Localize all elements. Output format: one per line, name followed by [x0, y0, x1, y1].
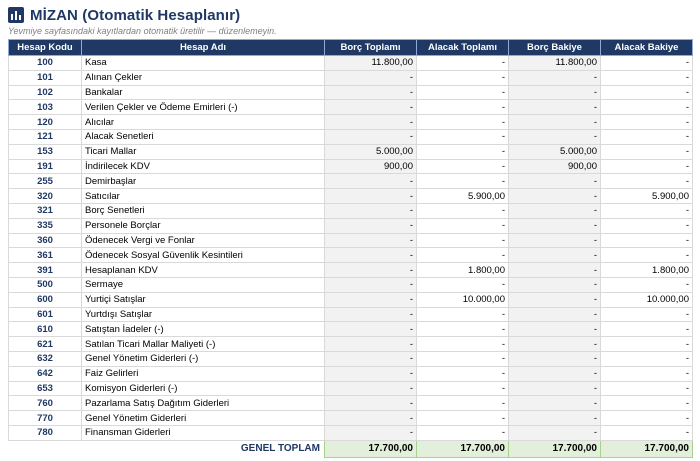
- cell-alacak-bakiye[interactable]: -: [601, 144, 693, 159]
- table-row: [9, 85, 693, 100]
- table-row: [9, 174, 693, 189]
- cell-hesap-adi[interactable]: Borç Senetleri: [82, 203, 325, 218]
- cell-alacak-bakiye[interactable]: -: [601, 396, 693, 411]
- column-header-alacak-toplami[interactable]: Alacak Toplamı: [417, 40, 509, 56]
- column-header-borc-bakiye[interactable]: Borç Bakiye: [509, 40, 601, 56]
- cell-alacak-toplami[interactable]: -: [417, 381, 509, 396]
- table-row: [9, 366, 693, 381]
- table-row: [9, 263, 693, 278]
- cell-hesap-kodu[interactable]: 320: [9, 189, 82, 204]
- cell-hesap-adi[interactable]: İndirilecek KDV: [82, 159, 325, 174]
- cell-borc-bakiye[interactable]: -: [509, 189, 601, 204]
- cell-alacak-bakiye[interactable]: 5.900,00: [601, 189, 693, 204]
- table-row: [9, 307, 693, 322]
- table-row: [9, 218, 693, 233]
- cell-hesap-kodu[interactable]: 321: [9, 203, 82, 218]
- cell-hesap-kodu[interactable]: 121: [9, 129, 82, 144]
- table-row: [9, 159, 693, 174]
- cell-hesap-adi[interactable]: Personele Borçlar: [82, 218, 325, 233]
- cell-hesap-adi[interactable]: Bankalar: [82, 85, 325, 100]
- cell-alacak-toplami[interactable]: -: [417, 85, 509, 100]
- cell-borc-toplami[interactable]: -: [325, 277, 417, 292]
- grand-total-borc-bakiye[interactable]: 17.700,00: [509, 440, 601, 457]
- cell-hesap-kodu[interactable]: 610: [9, 322, 82, 337]
- cell-hesap-kodu[interactable]: 101: [9, 70, 82, 85]
- cell-alacak-toplami[interactable]: -: [417, 233, 509, 248]
- cell-alacak-toplami[interactable]: -: [417, 277, 509, 292]
- cell-borc-toplami[interactable]: -: [325, 322, 417, 337]
- cell-alacak-toplami[interactable]: -: [417, 337, 509, 352]
- cell-borc-toplami[interactable]: -: [325, 337, 417, 352]
- cell-hesap-adi[interactable]: Finansman Giderleri: [82, 425, 325, 440]
- cell-borc-bakiye[interactable]: 11.800,00: [509, 56, 601, 71]
- cell-borc-bakiye[interactable]: 900,00: [509, 159, 601, 174]
- table-row: [9, 351, 693, 366]
- cell-alacak-toplami[interactable]: -: [417, 174, 509, 189]
- cell-borc-bakiye[interactable]: -: [509, 100, 601, 115]
- cell-alacak-toplami[interactable]: -: [417, 115, 509, 130]
- cell-alacak-bakiye[interactable]: -: [601, 218, 693, 233]
- cell-alacak-bakiye[interactable]: -: [601, 381, 693, 396]
- cell-alacak-toplami[interactable]: -: [417, 144, 509, 159]
- cell-alacak-bakiye[interactable]: -: [601, 85, 693, 100]
- cell-hesap-adi[interactable]: Demirbaşlar: [82, 174, 325, 189]
- cell-hesap-kodu[interactable]: 255: [9, 174, 82, 189]
- cell-borc-bakiye[interactable]: -: [509, 307, 601, 322]
- cell-hesap-kodu[interactable]: 780: [9, 425, 82, 440]
- cell-alacak-toplami[interactable]: -: [417, 56, 509, 71]
- table-row: [9, 189, 693, 204]
- cell-alacak-bakiye[interactable]: -: [601, 411, 693, 426]
- cell-hesap-kodu[interactable]: 335: [9, 218, 82, 233]
- cell-borc-bakiye[interactable]: -: [509, 322, 601, 337]
- cell-borc-toplami[interactable]: -: [325, 381, 417, 396]
- cell-borc-bakiye[interactable]: -: [509, 425, 601, 440]
- table-row: [9, 337, 693, 352]
- table-row: [9, 381, 693, 396]
- cell-hesap-kodu[interactable]: 760: [9, 396, 82, 411]
- grand-total-alacak[interactable]: 17.700,00: [417, 440, 509, 457]
- cell-borc-bakiye[interactable]: -: [509, 337, 601, 352]
- cell-alacak-toplami[interactable]: -: [417, 70, 509, 85]
- cell-hesap-adi[interactable]: Satıştan İadeler (-): [82, 322, 325, 337]
- grand-total-borc[interactable]: 17.700,00: [325, 440, 417, 457]
- table-row: [9, 396, 693, 411]
- cell-borc-bakiye[interactable]: -: [509, 70, 601, 85]
- column-header-hesap-adi[interactable]: Hesap Adı: [82, 40, 325, 56]
- cell-hesap-adi[interactable]: Genel Yönetim Giderleri (-): [82, 351, 325, 366]
- cell-alacak-bakiye[interactable]: -: [601, 366, 693, 381]
- table-row: [9, 100, 693, 115]
- cell-borc-bakiye[interactable]: -: [509, 203, 601, 218]
- cell-alacak-bakiye[interactable]: -: [601, 351, 693, 366]
- table-header-row: [9, 40, 693, 56]
- table-row: [9, 248, 693, 263]
- table-row: [9, 411, 693, 426]
- table-row: [9, 233, 693, 248]
- cell-alacak-toplami[interactable]: 1.800,00: [417, 263, 509, 278]
- cell-hesap-kodu[interactable]: 153: [9, 144, 82, 159]
- cell-alacak-bakiye[interactable]: -: [601, 56, 693, 71]
- title-row: [8, 5, 240, 25]
- cell-hesap-kodu[interactable]: 770: [9, 411, 82, 426]
- cell-alacak-toplami[interactable]: -: [417, 351, 509, 366]
- cell-alacak-bakiye[interactable]: -: [601, 174, 693, 189]
- cell-hesap-kodu[interactable]: 100: [9, 56, 82, 71]
- cell-hesap-adi[interactable]: Yurtiçi Satışlar: [82, 292, 325, 307]
- cell-borc-bakiye[interactable]: 5.000,00: [509, 144, 601, 159]
- cell-alacak-bakiye[interactable]: -: [601, 277, 693, 292]
- cell-alacak-bakiye[interactable]: 1.800,00: [601, 263, 693, 278]
- cell-hesap-adi[interactable]: Ticari Mallar: [82, 144, 325, 159]
- cell-alacak-toplami[interactable]: 10.000,00: [417, 292, 509, 307]
- cell-hesap-adi[interactable]: Pazarlama Satış Dağıtım Giderleri: [82, 396, 325, 411]
- column-header-borc-toplami[interactable]: Borç Toplamı: [325, 40, 417, 56]
- table-row: [9, 292, 693, 307]
- cell-alacak-toplami[interactable]: -: [417, 307, 509, 322]
- cell-alacak-bakiye[interactable]: -: [601, 100, 693, 115]
- cell-alacak-toplami[interactable]: -: [417, 218, 509, 233]
- cell-hesap-kodu[interactable]: 600: [9, 292, 82, 307]
- table-row: [9, 425, 693, 440]
- table-row: [9, 56, 693, 71]
- cell-borc-toplami[interactable]: -: [325, 85, 417, 100]
- cell-borc-bakiye[interactable]: -: [509, 248, 601, 263]
- grand-total-row: [9, 440, 693, 457]
- cell-hesap-kodu[interactable]: 360: [9, 233, 82, 248]
- table-row: [9, 277, 693, 292]
- cell-hesap-adi[interactable]: Ödenecek Vergi ve Fonlar: [82, 233, 325, 248]
- cell-alacak-bakiye[interactable]: -: [601, 425, 693, 440]
- page-subtitle: Yevmiye sayfasındaki kayıtlardan otomatik üretilir — düzenlemeyin.: [8, 26, 277, 36]
- cell-borc-bakiye[interactable]: -: [509, 174, 601, 189]
- cell-borc-toplami[interactable]: 11.800,00: [325, 56, 417, 71]
- cell-borc-toplami[interactable]: -: [325, 203, 417, 218]
- column-header-alacak-bakiye[interactable]: Alacak Bakiye: [601, 40, 693, 56]
- cell-hesap-adi[interactable]: Verilen Çekler ve Ödeme Emirleri (-): [82, 100, 325, 115]
- cell-alacak-toplami[interactable]: 5.900,00: [417, 189, 509, 204]
- page-title: MİZAN (Otomatik Hesaplanır): [30, 6, 241, 24]
- cell-hesap-kodu[interactable]: 632: [9, 351, 82, 366]
- cell-alacak-toplami[interactable]: -: [417, 203, 509, 218]
- cell-borc-bakiye[interactable]: -: [509, 277, 601, 292]
- cell-borc-bakiye[interactable]: -: [509, 351, 601, 366]
- cell-hesap-kodu[interactable]: 653: [9, 381, 82, 396]
- cell-hesap-adi[interactable]: Komisyon Giderleri (-): [82, 381, 325, 396]
- cell-alacak-bakiye[interactable]: -: [601, 337, 693, 352]
- cell-hesap-kodu[interactable]: 642: [9, 366, 82, 381]
- cell-alacak-bakiye[interactable]: -: [601, 322, 693, 337]
- cell-borc-bakiye[interactable]: -: [509, 85, 601, 100]
- cell-borc-bakiye[interactable]: -: [509, 218, 601, 233]
- grand-total-label: GENEL TOPLAM: [240, 443, 320, 455]
- cell-alacak-bakiye[interactable]: 10.000,00: [601, 292, 693, 307]
- cell-hesap-adi[interactable]: Satılan Ticari Mallar Maliyeti (-): [82, 337, 325, 352]
- table-row: [9, 203, 693, 218]
- cell-borc-bakiye[interactable]: -: [509, 263, 601, 278]
- cell-hesap-kodu[interactable]: 102: [9, 85, 82, 100]
- cell-hesap-kodu[interactable]: 103: [9, 100, 82, 115]
- cell-alacak-bakiye[interactable]: -: [601, 203, 693, 218]
- table-row: [9, 144, 693, 159]
- cell-borc-toplami[interactable]: -: [325, 129, 417, 144]
- grand-total-alacak-bakiye[interactable]: 17.700,00: [601, 440, 693, 457]
- cell-alacak-toplami[interactable]: -: [417, 100, 509, 115]
- table-row: [9, 70, 693, 85]
- cell-borc-bakiye[interactable]: -: [509, 411, 601, 426]
- table-row: [9, 115, 693, 130]
- column-header-hesap-kodu[interactable]: Hesap Kodu: [9, 40, 82, 56]
- cell-borc-toplami[interactable]: -: [325, 425, 417, 440]
- trial-balance-table: [8, 39, 693, 458]
- cell-hesap-adi[interactable]: Ödenecek Sosyal Güvenlik Kesintileri: [82, 248, 325, 263]
- cell-borc-bakiye[interactable]: -: [509, 115, 601, 130]
- cell-alacak-toplami[interactable]: -: [417, 396, 509, 411]
- cell-borc-toplami[interactable]: -: [325, 396, 417, 411]
- cell-hesap-kodu[interactable]: 191: [9, 159, 82, 174]
- cell-borc-bakiye[interactable]: -: [509, 129, 601, 144]
- cell-alacak-toplami[interactable]: -: [417, 425, 509, 440]
- cell-alacak-bakiye[interactable]: -: [601, 248, 693, 263]
- cell-borc-toplami[interactable]: -: [325, 366, 417, 381]
- cell-borc-bakiye[interactable]: -: [509, 366, 601, 381]
- cell-borc-toplami[interactable]: 900,00: [325, 159, 417, 174]
- cell-borc-toplami[interactable]: -: [325, 233, 417, 248]
- cell-hesap-kodu[interactable]: 500: [9, 277, 82, 292]
- cell-borc-toplami[interactable]: -: [325, 248, 417, 263]
- table-row: [9, 322, 693, 337]
- cell-hesap-adi[interactable]: Alacak Senetleri: [82, 129, 325, 144]
- cell-borc-toplami[interactable]: -: [325, 70, 417, 85]
- cell-borc-toplami[interactable]: -: [325, 307, 417, 322]
- cell-alacak-toplami[interactable]: -: [417, 248, 509, 263]
- cell-hesap-adi[interactable]: Genel Yönetim Giderleri: [82, 411, 325, 426]
- cell-borc-toplami[interactable]: -: [325, 263, 417, 278]
- cell-borc-bakiye[interactable]: -: [509, 292, 601, 307]
- cell-borc-toplami[interactable]: -: [325, 100, 417, 115]
- cell-alacak-bakiye[interactable]: -: [601, 159, 693, 174]
- cell-alacak-bakiye[interactable]: -: [601, 115, 693, 130]
- cell-borc-toplami[interactable]: -: [325, 411, 417, 426]
- cell-hesap-adi[interactable]: Sermaye: [82, 277, 325, 292]
- cell-borc-toplami[interactable]: -: [325, 351, 417, 366]
- cell-borc-toplami[interactable]: 5.000,00: [325, 144, 417, 159]
- cell-alacak-toplami[interactable]: -: [417, 366, 509, 381]
- cell-alacak-bakiye[interactable]: -: [601, 233, 693, 248]
- cell-hesap-kodu[interactable]: 361: [9, 248, 82, 263]
- cell-hesap-adi[interactable]: Faiz Gelirleri: [82, 366, 325, 381]
- cell-borc-toplami[interactable]: -: [325, 292, 417, 307]
- cell-hesap-adi[interactable]: Hesaplanan KDV: [82, 263, 325, 278]
- cell-hesap-kodu[interactable]: 601: [9, 307, 82, 322]
- cell-hesap-kodu[interactable]: 391: [9, 263, 82, 278]
- cell-alacak-bakiye[interactable]: -: [601, 129, 693, 144]
- cell-borc-toplami[interactable]: -: [325, 115, 417, 130]
- cell-alacak-toplami[interactable]: -: [417, 322, 509, 337]
- cell-alacak-toplami[interactable]: -: [417, 129, 509, 144]
- cell-hesap-adi[interactable]: Yurtdışı Satışlar: [82, 307, 325, 322]
- cell-borc-toplami[interactable]: -: [325, 218, 417, 233]
- cell-borc-bakiye[interactable]: -: [509, 233, 601, 248]
- cell-alacak-toplami[interactable]: -: [417, 411, 509, 426]
- cell-alacak-toplami[interactable]: -: [417, 159, 509, 174]
- cell-borc-toplami[interactable]: -: [325, 189, 417, 204]
- cell-borc-bakiye[interactable]: -: [509, 396, 601, 411]
- cell-hesap-adi[interactable]: Satıcılar: [82, 189, 325, 204]
- cell-borc-toplami[interactable]: -: [325, 174, 417, 189]
- table-row: [9, 129, 693, 144]
- cell-hesap-kodu[interactable]: 621: [9, 337, 82, 352]
- cell-hesap-kodu[interactable]: 120: [9, 115, 82, 130]
- cell-hesap-adi[interactable]: Kasa: [82, 56, 325, 71]
- cell-borc-bakiye[interactable]: -: [509, 381, 601, 396]
- cell-hesap-adi[interactable]: Alınan Çekler: [82, 70, 325, 85]
- cell-alacak-bakiye[interactable]: -: [601, 307, 693, 322]
- cell-alacak-bakiye[interactable]: -: [601, 70, 693, 85]
- cell-hesap-adi[interactable]: Alıcılar: [82, 115, 325, 130]
- bar-chart-icon: [8, 7, 24, 23]
